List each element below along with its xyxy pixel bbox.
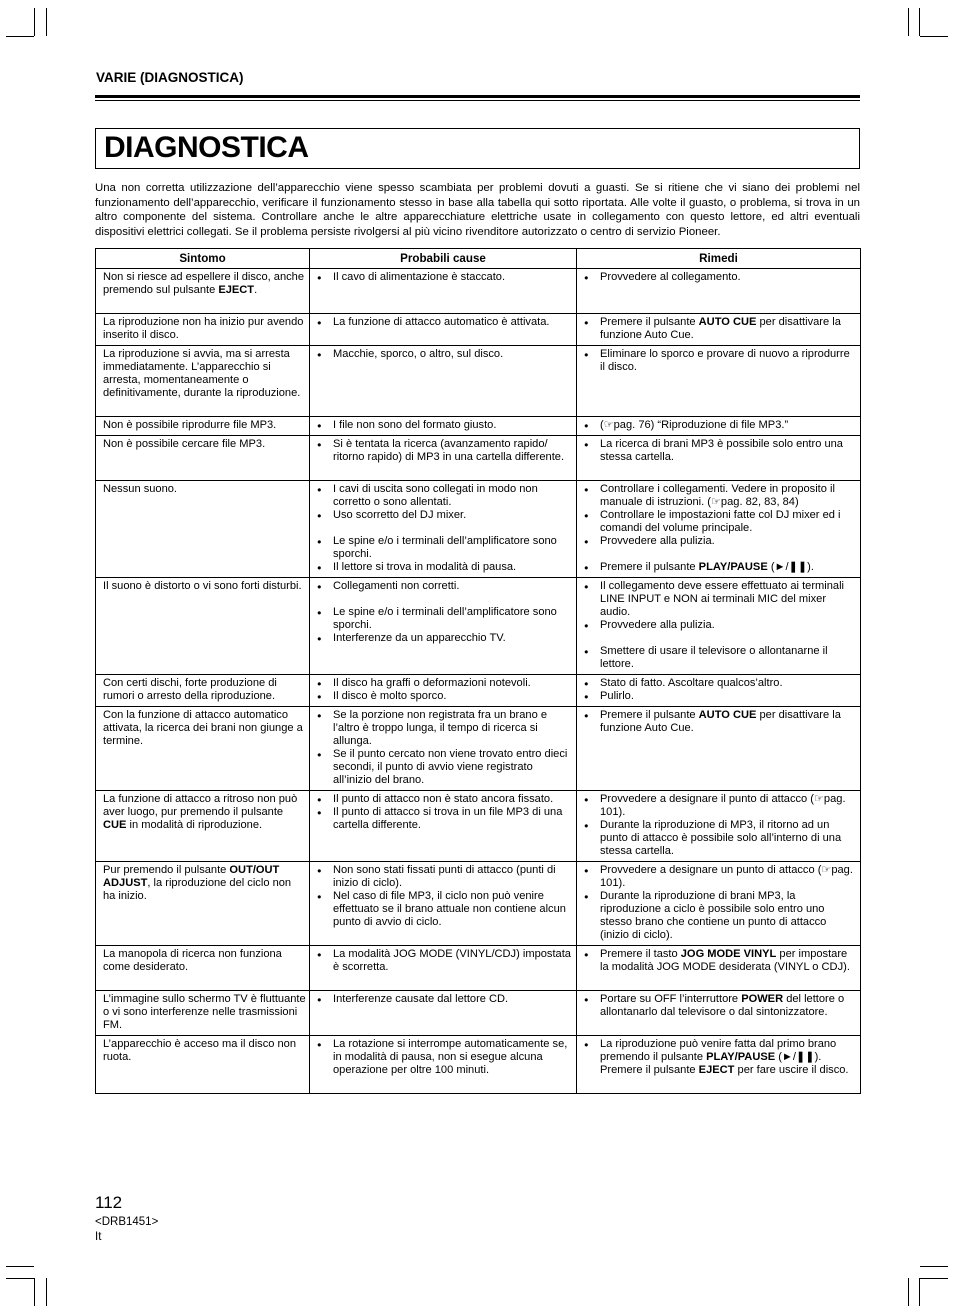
symptom-cell: L’immagine sullo schermo TV è fluttuante o vi sono interferenze nelle trasmissioni FM. <box>96 991 310 1036</box>
remedy-list <box>584 677 857 703</box>
title-box <box>95 128 860 169</box>
remedies-cell <box>577 314 861 346</box>
remedy-list <box>584 580 857 671</box>
cause-list <box>317 793 573 832</box>
remedy-item: ● La riproduzione può venire fatta dal primo brano premendo il pulsante PLAY/PAUSE (►/❚❚). Premere il pulsante EJECT per fare uscire il disco. <box>584 1038 857 1077</box>
remedy-item: ● Provvedere a designare un punto di attacco (☞pag. 101). <box>584 864 857 890</box>
cause-list <box>317 677 573 703</box>
symptom-cell: Con la funzione di attacco automatico attivata, la ricerca dei brani non giunge a termine. <box>96 707 310 791</box>
cause-item: ● Collegamenti non corretti. <box>317 580 573 593</box>
cause-item: ● Interferenze da un apparecchio TV. <box>317 632 573 645</box>
cause-item: ● Macchie, sporco, o altro, sul disco. <box>317 348 573 361</box>
cause-list <box>317 864 573 929</box>
cause-item: ● Il punto di attacco non è stato ancora fissato. <box>317 793 573 806</box>
cause-item: ● I file non sono del formato giusto. <box>317 419 573 432</box>
remedy-item: ● Eliminare lo sporco e provare di nuovo a riprodurre il disco. <box>584 348 857 374</box>
causes-cell <box>310 707 577 791</box>
table-body <box>96 269 861 1094</box>
remedy-item: ● Controllare i collegamenti. Vedere in proposito il manuale di istruzioni. (☞pag. 82, 83, 84) <box>584 483 857 509</box>
remedies-cell <box>577 417 861 436</box>
remedies-cell <box>577 675 861 707</box>
remedies-cell <box>577 481 861 578</box>
cause-item: ● Non sono stati fissati punti di attacco (punti di inizio di ciclo). <box>317 864 573 890</box>
remedies-cell <box>577 946 861 991</box>
causes-cell <box>310 436 577 481</box>
symptom-cell: L’apparecchio è acceso ma il disco non ruota. <box>96 1036 310 1094</box>
remedies-cell <box>577 1036 861 1094</box>
cause-item: ● Il punto di attacco si trova in un file MP3 di una cartella differente. <box>317 806 573 832</box>
causes-cell <box>310 946 577 991</box>
symptom-cell: Con certi dischi, forte produzione di rumori o arresto della riproduzione. <box>96 675 310 707</box>
table-row <box>96 1036 861 1094</box>
table-row <box>96 946 861 991</box>
symptom-cell: La manopola di ricerca non funziona come desiderato. <box>96 946 310 991</box>
symptom-cell: La funzione di attacco a ritroso non può aver luogo, pur premendo il pulsante CUE in modalità di riproduzione. <box>96 791 310 862</box>
remedy-list <box>584 483 857 574</box>
remedies-cell <box>577 791 861 862</box>
causes-cell <box>310 578 577 675</box>
symptom-cell: Non si riesce ad espellere il disco, anche premendo sul pulsante EJECT. <box>96 269 310 314</box>
symptom-cell: Non è possibile cercare file MP3. <box>96 436 310 481</box>
table-row <box>96 707 861 791</box>
remedy-item: ● Stato di fatto. Ascoltare qualcos’altro. <box>584 677 857 690</box>
causes-cell <box>310 862 577 946</box>
table-row <box>96 675 861 707</box>
cause-item: ● La rotazione si interrompe automaticamente se, in modalità di pausa, non si esegue alcuna operazione per oltre 100 minuti. <box>317 1038 573 1077</box>
cause-list <box>317 948 573 974</box>
causes-cell <box>310 791 577 862</box>
symptom-cell: Non è possibile riprodurre file MP3. <box>96 417 310 436</box>
header-rule-thin <box>95 100 860 101</box>
symptom-cell: Il suono è distorto o vi sono forti disturbi. <box>96 578 310 675</box>
remedies-cell <box>577 436 861 481</box>
table-row <box>96 346 861 417</box>
page-title: DIAGNOSTICA <box>104 131 309 164</box>
remedy-item: ● Provvedere al collegamento. <box>584 271 857 284</box>
causes-cell <box>310 675 577 707</box>
remedy-list <box>584 709 857 735</box>
cause-list <box>317 580 573 645</box>
cause-item: ● Se il punto cercato non viene trovato entro dieci secondi, il punto di avvio viene registrato all’inizio del brano. <box>317 748 573 787</box>
causes-cell <box>310 417 577 436</box>
remedy-item: ● Il collegamento deve essere effettuato ai terminali LINE INPUT e NON ai terminali MIC del mixer audio. <box>584 580 857 619</box>
remedy-item: ● Premere il pulsante AUTO CUE per disattivare la funzione Auto Cue. <box>584 316 857 342</box>
cause-item: ● La modalità JOG MODE (VINYL/CDJ) impostata è scorretta. <box>317 948 573 974</box>
remedies-cell <box>577 578 861 675</box>
remedy-list <box>584 438 857 464</box>
table-row <box>96 991 861 1036</box>
cause-item: ● Il disco è molto sporco. <box>317 690 573 703</box>
cause-list <box>317 993 573 1006</box>
table-row <box>96 862 861 946</box>
remedies-cell <box>577 862 861 946</box>
remedy-item: ● Premere il tasto JOG MODE VINYL per impostare la modalità JOG MODE desiderata (VINYL o CDJ). <box>584 948 857 974</box>
symptom-cell: Pur premendo il pulsante OUT/OUT ADJUST, la riproduzione del ciclo non ha inizio. <box>96 862 310 946</box>
cause-item: ● Il cavo di alimentazione è staccato. <box>317 271 573 284</box>
remedy-list <box>584 993 857 1019</box>
cause-list <box>317 348 573 361</box>
cause-item: ● Nel caso di file MP3, il ciclo non può venire effettuato se il brano attuale non contiene alcun punto di avvio di ciclo. <box>317 890 573 929</box>
remedy-item: ● Durante la riproduzione di MP3, il ritorno ad un punto di attacco è possibile solo all’interno di una stessa cartella. <box>584 819 857 858</box>
cause-list <box>317 1038 573 1077</box>
document-code: <DRB1451> <box>95 1216 159 1228</box>
remedy-item: ● (☞pag. 76) “Riproduzione di file MP3.” <box>584 419 857 432</box>
cause-item: ● Le spine e/o i terminali dell’amplificatore sono sporchi. <box>317 606 573 632</box>
cause-list <box>317 438 573 464</box>
remedy-item: ● Provvedere alla pulizia. <box>584 619 857 632</box>
table-row <box>96 417 861 436</box>
remedy-list <box>584 419 857 432</box>
remedy-item: ● Premere il pulsante AUTO CUE per disattivare la funzione Auto Cue. <box>584 709 857 735</box>
table-row <box>96 269 861 314</box>
remedy-item: ● Portare su OFF l’interruttore POWER del lettore o allontanarlo dal televisore o dal sintonizzatore. <box>584 993 857 1019</box>
cause-item: ● Le spine e/o i terminali dell’amplificatore sono sporchi. <box>317 535 573 561</box>
table-row <box>96 481 861 578</box>
section-header: VARIE (DIAGNOSTICA) <box>96 70 244 85</box>
remedy-list <box>584 948 857 974</box>
remedy-item: ● Smettere di usare il televisore o allontanarne il lettore. <box>584 645 857 671</box>
col-header-remedies: Rimedi <box>577 249 861 269</box>
cause-item: ● Interferenze causate dal lettore CD. <box>317 993 573 1006</box>
table-header-row <box>96 249 861 269</box>
symptom-cell: La riproduzione si avvia, ma si arresta immediatamente. L’apparecchio si arresta, momentaneamente o definitivamente, durante la riproduzione. <box>96 346 310 417</box>
remedy-list <box>584 316 857 342</box>
cause-list <box>317 709 573 787</box>
cause-item: ● Se la porzione non registrata fra un brano e l’altro è troppo lunga, il tempo di ricerca si allunga. <box>317 709 573 748</box>
table-row <box>96 578 861 675</box>
cause-list <box>317 483 573 574</box>
remedy-item: ● Pulirlo. <box>584 690 857 703</box>
table-row <box>96 791 861 862</box>
remedy-list <box>584 864 857 942</box>
causes-cell <box>310 991 577 1036</box>
remedy-item: ● Controllare le impostazioni fatte col DJ mixer ed i comandi del volume principale. <box>584 509 857 535</box>
intro-paragraph: Una non corretta utilizzazione dell’apparecchio viene spesso scambiata per problemi dovuti a guasti. Se si ritiene che vi siano dei problemi nel funzionamento dell’apparecchio, verificare il funzionamento stesso in base alla tabella qui sotto riportata. Alle volte il guasto, o problema, si trova in un altro componente del sistema. Controllare anche le altre apparecchiature elettriche usate in collegamento con questo lettore, ed altri eventuali dispositivi elettrici collegati. Se il problema persiste rivolgersi al più vicino rivenditore autorizzato o centro di servizio Pioneer. <box>95 182 860 238</box>
remedy-item: ● Provvedere alla pulizia. <box>584 535 857 548</box>
page-number: 112 <box>95 1193 123 1212</box>
cause-item: ● La funzione di attacco automatico è attivata. <box>317 316 573 329</box>
remedy-list <box>584 271 857 284</box>
remedy-list <box>584 1038 857 1077</box>
remedy-item: ● La ricerca di brani MP3 è possibile solo entro una stessa cartella. <box>584 438 857 464</box>
symptom-cell: La riproduzione non ha inizio pur avendo inserito il disco. <box>96 314 310 346</box>
cause-item: ● Uso scorretto del DJ mixer. <box>317 509 573 522</box>
remedy-item: ● Durante la riproduzione di brani MP3, la riproduzione a ciclo è possibile solo entro uno stesso brano che contiene un punto di attacco (inizio di ciclo). <box>584 890 857 942</box>
remedy-item: ● Provvedere a designare il punto di attacco (☞pag. 101). <box>584 793 857 819</box>
causes-cell <box>310 1036 577 1094</box>
table-row <box>96 314 861 346</box>
causes-cell <box>310 346 577 417</box>
remedies-cell <box>577 991 861 1036</box>
col-header-symptom: Sintomo <box>96 249 310 269</box>
causes-cell <box>310 481 577 578</box>
remedies-cell <box>577 346 861 417</box>
causes-cell <box>310 269 577 314</box>
cause-item: ● I cavi di uscita sono collegati in modo non corretto o sono allentati. <box>317 483 573 509</box>
remedies-cell <box>577 707 861 791</box>
cause-list <box>317 419 573 432</box>
remedy-list <box>584 348 857 374</box>
header-rule <box>95 95 860 98</box>
remedies-cell <box>577 269 861 314</box>
cause-item: ● Il lettore si trova in modalità di pausa. <box>317 561 573 574</box>
remedy-item: ● Premere il pulsante PLAY/PAUSE (►/❚❚). <box>584 561 857 574</box>
col-header-causes: Probabili cause <box>310 249 577 269</box>
symptom-cell: Nessun suono. <box>96 481 310 578</box>
language-code: It <box>95 1231 102 1243</box>
cause-item: ● Si è tentata la ricerca (avanzamento rapido/ ritorno rapido) di MP3 in una cartella differente. <box>317 438 573 464</box>
diagnostics-table <box>95 248 861 1094</box>
remedy-list <box>584 793 857 858</box>
causes-cell <box>310 314 577 346</box>
cause-list <box>317 271 573 284</box>
cause-item: ● Il disco ha graffi o deformazioni notevoli. <box>317 677 573 690</box>
table-row <box>96 436 861 481</box>
cause-list <box>317 316 573 329</box>
